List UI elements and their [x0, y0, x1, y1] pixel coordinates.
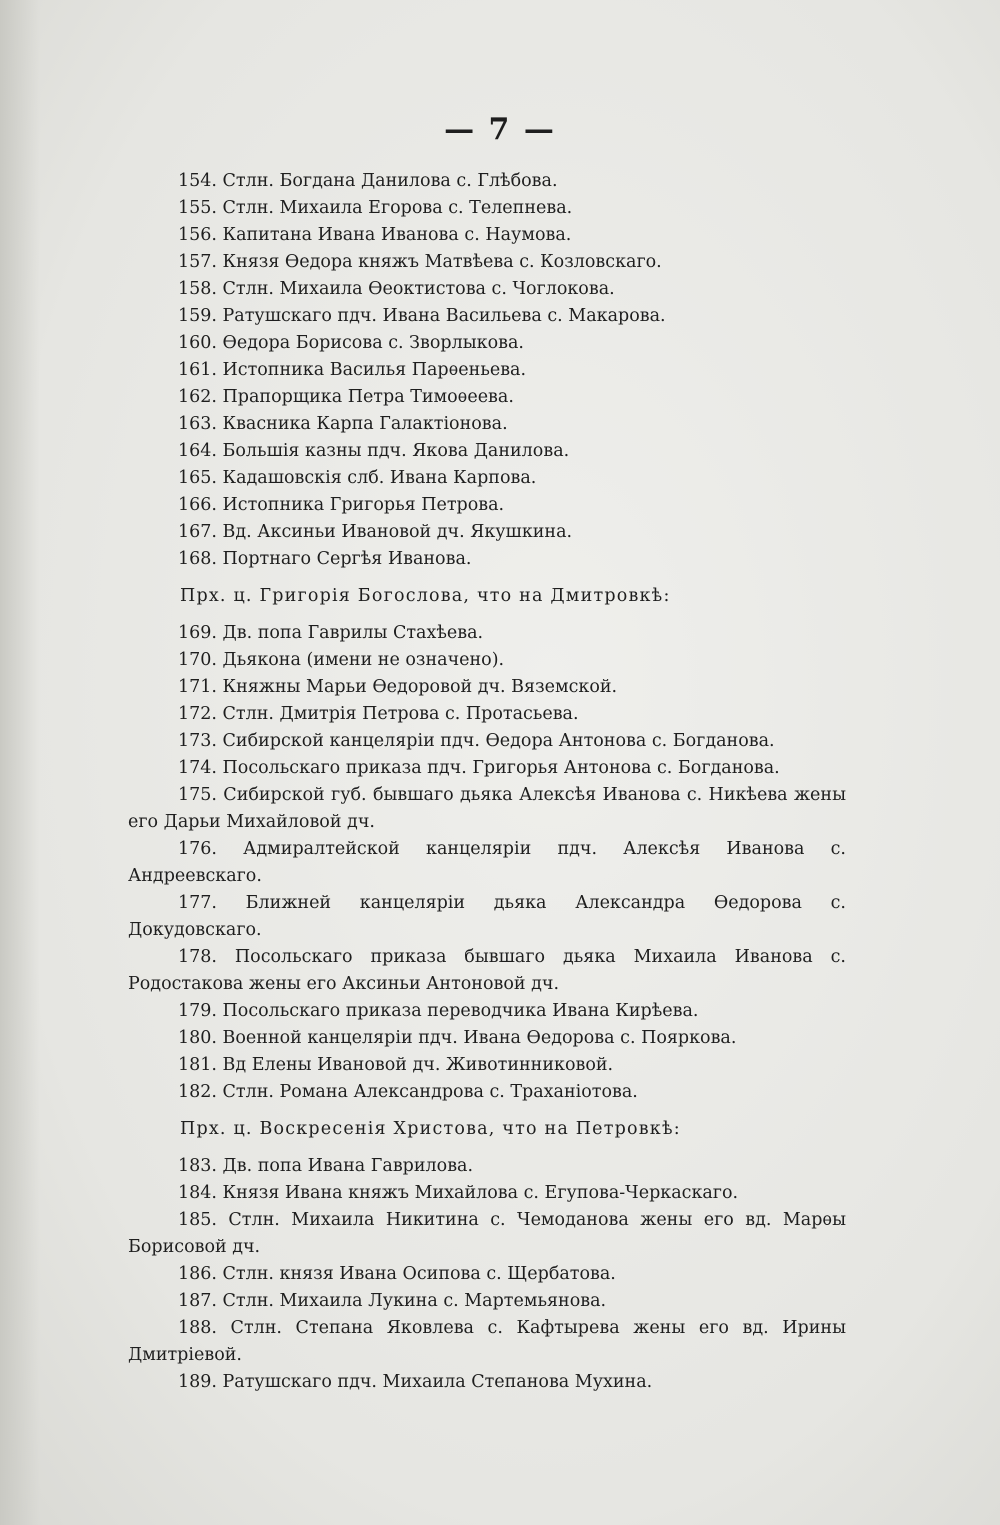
page-edge-shadow — [0, 0, 40, 1525]
list-item: 155. Стлн. Михаила Егорова с. Телепнева. — [178, 198, 573, 218]
entry-list — [128, 168, 846, 573]
page-body — [128, 168, 846, 1396]
list-item: 164. Большія казны пдч. Якова Данилова. — [178, 441, 570, 461]
list-item: 183. Дв. попа Ивана Гаврилова. — [178, 1156, 474, 1176]
list-item: 156. Капитана Ивана Иванова с. Наумова. — [178, 225, 572, 245]
list-item: 180. Военной канцеляріи пдч. Ивана Ѳедорова с. Пояркова. — [178, 1028, 737, 1048]
list-item: 168. Портнаго Сергѣя Иванова. — [178, 549, 472, 569]
list-item: 176. Адмиралтейской канцеляріи пдч. Алексѣя Иванова с. Андреевскаго. — [128, 839, 846, 886]
list-item: 159. Ратушскаго пдч. Ивана Васильева с. Макарова. — [178, 306, 666, 326]
list-item: 181. Вд Елены Ивановой дч. Животинниковой. — [178, 1055, 614, 1075]
list-item: 166. Истопника Григорья Петрова. — [178, 495, 505, 515]
list-item: 186. Стлн. князя Ивана Осипова с. Щербатова. — [178, 1264, 616, 1284]
list-item: 188. Стлн. Степана Яковлева с. Кафтырева жены его вд. Ирины Дмитріевой. — [128, 1318, 846, 1365]
list-item: 172. Стлн. Дмитрія Петрова с. Протасьева. — [178, 704, 579, 724]
list-item: 163. Квасника Карпа Галактіонова. — [178, 414, 508, 434]
list-item: 173. Сибирской канцеляріи пдч. Ѳедора Антонова с. Богданова. — [178, 731, 775, 751]
list-item: 189. Ратушскаго пдч. Михаила Степанова Мухина. — [178, 1372, 653, 1392]
list-item: 161. Истопника Василья Парѳеньева. — [178, 360, 527, 380]
list-item: 154. Стлн. Богдана Данилова с. Глѣбова. — [178, 171, 558, 191]
entry-list — [128, 620, 846, 1106]
list-item: 185. Стлн. Михаила Никитина с. Чемоданова жены его вд. Марѳы Борисовой дч. — [128, 1210, 846, 1257]
list-item: 182. Стлн. Романа Александрова с. Траханіотова. — [178, 1082, 638, 1102]
list-item: 187. Стлн. Михаила Лукина с. Мартемьянова. — [178, 1291, 607, 1311]
list-item: 158. Стлн. Михаила Ѳеоктистова с. Чоглокова. — [178, 279, 615, 299]
section-heading: Прх. ц. Григорія Богослова, что на Дмитровкѣ: — [180, 586, 671, 606]
section-heading: Прх. ц. Воскресенія Христова, что на Петровкѣ: — [180, 1119, 681, 1139]
list-item: 169. Дв. попа Гаврилы Стахѣева. — [178, 623, 484, 643]
list-item: 178. Посольскаго приказа бывшаго дьяка Михаила Иванова с. Родостакова жены его Аксиньи Антоновой дч. — [128, 947, 846, 994]
list-item: 167. Вд. Аксиньи Ивановой дч. Якушкина. — [178, 522, 573, 542]
list-item: 170. Дьякона (имени не означено). — [178, 650, 505, 670]
list-item: 177. Ближней канцеляріи дьяка Александра Ѳедорова с. Докудовскаго. — [128, 893, 846, 940]
page-number: — 7 — — [444, 112, 556, 147]
list-item: 162. Прапорщика Петра Тимоѳеева. — [178, 387, 514, 407]
entry-list — [128, 1153, 846, 1396]
list-item: 165. Кадашовскія слб. Ивана Карпова. — [178, 468, 537, 488]
list-item: 157. Князя Ѳедора княжъ Матвѣева с. Козловскаго. — [178, 252, 662, 272]
list-item: 160. Ѳедора Борисова с. Зворлыкова. — [178, 333, 524, 353]
list-item: 174. Посольскаго приказа пдч. Григорья Антонова с. Богданова. — [178, 758, 780, 778]
list-item: 171. Княжны Марьи Ѳедоровой дч. Вяземской. — [178, 677, 618, 697]
list-item: 175. Сибирской губ. бывшаго дьяка Алексѣя Иванова с. Никѣева жены его Дарьи Михайловой дч. — [128, 785, 846, 832]
list-item: 184. Князя Ивана княжъ Михайлова с. Егупова-Черкаскаго. — [178, 1183, 739, 1203]
list-item: 179. Посольскаго приказа переводчика Ивана Кирѣева. — [178, 1001, 699, 1021]
